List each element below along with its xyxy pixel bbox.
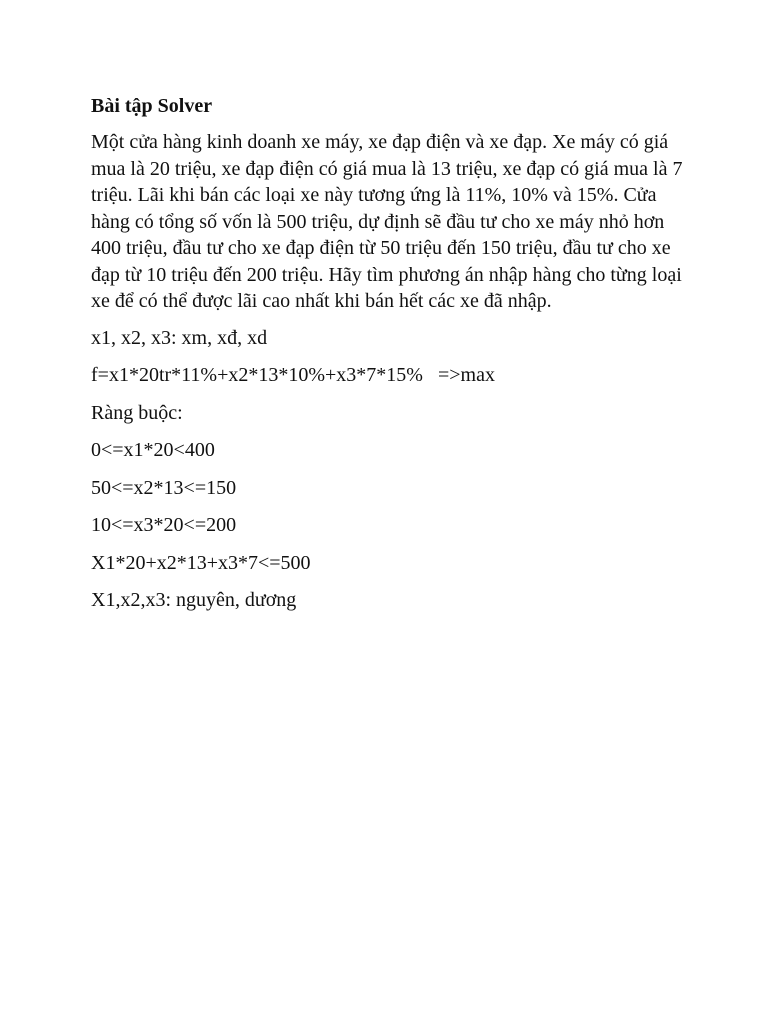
- problem-statement: Một cửa hàng kinh doanh xe máy, xe đạp điện và xe đạp. Xe máy có giá mua là 20 triệu, xe đạp điện có giá mua là 13 triệu, xe đạp có giá mua là 7 triệu. Lãi khi bán các loại xe này tương ứng là 11%, 10% và 15%. Cửa hàng có tổng số vốn là 500 triệu, dự định sẽ đầu tư cho xe máy nhỏ hơn 400 triệu, đầu tư cho xe đạp điện từ 50 triệu đến 150 triệu, đầu tư cho xe đạp từ 10 triệu đến 200 triệu. Hãy tìm phương án nhập hàng cho từng loại xe để có thể được lãi cao nhất khi bán hết các xe đã nhập.: [91, 131, 683, 312]
- constraints-heading: Ràng buộc:: [91, 401, 183, 424]
- document-page: [91, 93, 691, 625]
- constraint-line: 50<=x2*13<=150: [91, 476, 237, 499]
- constraint-line: X1*20+x2*13+x3*7<=500: [91, 551, 311, 574]
- document-title: Bài tập Solver: [91, 95, 213, 117]
- constraint-line: 10<=x3*20<=200: [91, 514, 237, 536]
- objective-function: f=x1*20tr*11%+x2*13*10%+x3*7*15% =>max: [91, 364, 495, 386]
- constraint-line: 0<=x1*20<400: [91, 439, 215, 461]
- variables-definition: x1, x2, x3: xm, xđ, xd: [91, 326, 268, 349]
- constraint-line: X1,x2,x3: nguyên, dương: [91, 589, 297, 611]
